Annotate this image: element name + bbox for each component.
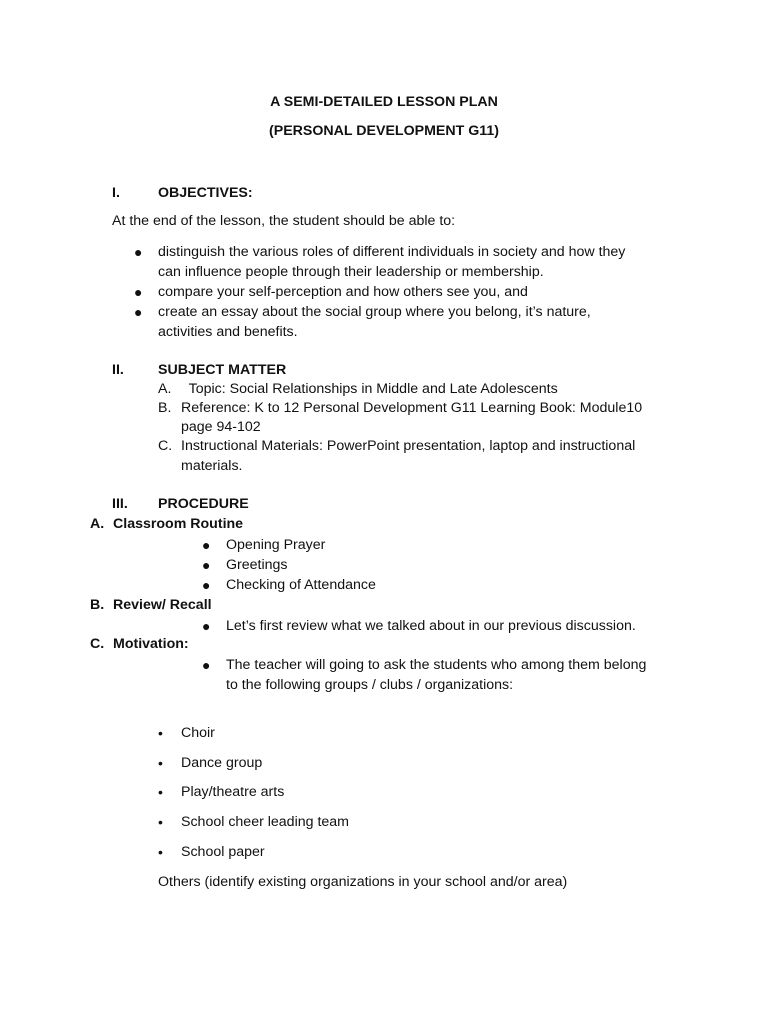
procedure-b-label: B.	[90, 597, 105, 613]
bullet-icon: ●	[202, 618, 211, 634]
document-subtitle: (PERSONAL DEVELOPMENT G11)	[269, 123, 499, 139]
procedure-heading: PROCEDURE	[158, 496, 249, 512]
group-item-text: Dance group	[181, 755, 263, 771]
subject-item-text-line2: materials.	[181, 458, 243, 474]
procedure-c-heading: Motivation:	[113, 636, 189, 652]
group-item-text: Choir	[181, 725, 215, 741]
subject-item-text: Topic: Social Relationships in Middle and Late Adolescents	[181, 381, 558, 397]
group-item-text: School paper	[181, 844, 265, 860]
bullet-icon: ●	[134, 244, 143, 260]
bullet-icon: ●	[202, 537, 211, 553]
subject-matter-heading: SUBJECT MATTER	[158, 362, 287, 378]
document-title: A SEMI-DETAILED LESSON PLAN	[270, 94, 498, 110]
subject-item-text: Instructional Materials: PowerPoint presentation, laptop and instructional	[181, 438, 636, 454]
subject-item-letter: B.	[158, 400, 172, 416]
group-item-text: Play/theatre arts	[181, 784, 285, 800]
objectives-heading: OBJECTIVES:	[158, 185, 253, 201]
procedure-a-heading: Classroom Routine	[113, 516, 244, 532]
objective-text-line1: distinguish the various roles of different individuals in society and how they	[158, 244, 626, 260]
bullet-icon: ●	[202, 577, 211, 593]
bullet-icon: •	[158, 844, 163, 860]
motivation-item-text-line1: The teacher will going to ask the students who among them belong	[226, 657, 647, 673]
procedure-numeral: III.	[112, 496, 128, 512]
objective-text-line2: can influence people through their leadership or membership.	[158, 264, 544, 280]
bullet-icon: •	[158, 814, 163, 830]
objective-text-line2: activities and benefits.	[158, 324, 298, 340]
objectives-intro: At the end of the lesson, the student should be able to:	[112, 213, 456, 229]
review-item-text: Let’s first review what we talked about in our previous discussion.	[226, 618, 636, 634]
others-note: Others (identify existing organizations in your school and/or area)	[158, 874, 568, 890]
routine-item-text: Checking of Attendance	[226, 577, 376, 593]
bullet-icon: ●	[134, 284, 143, 300]
bullet-icon: •	[158, 755, 163, 771]
bullet-icon: ●	[202, 557, 211, 573]
motivation-item-text-line2: to the following groups / clubs / organizations:	[226, 677, 514, 693]
bullet-icon: •	[158, 725, 163, 741]
procedure-a-label: A.	[90, 516, 105, 532]
group-item-text: School cheer leading team	[181, 814, 349, 830]
objectives-numeral: I.	[112, 185, 120, 201]
objective-text-line1: compare your self-perception and how others see you, and	[158, 284, 528, 300]
subject-item-letter: A.	[158, 381, 172, 397]
subject-matter-numeral: II.	[112, 362, 124, 378]
procedure-b-heading: Review/ Recall	[113, 597, 212, 613]
routine-item-text: Greetings	[226, 557, 288, 573]
bullet-icon: ●	[134, 304, 143, 320]
subject-item-letter: C.	[158, 438, 173, 454]
bullet-icon: •	[158, 784, 163, 800]
objective-text-line1: create an essay about the social group where you belong, it’s nature,	[158, 304, 591, 320]
routine-item-text: Opening Prayer	[226, 537, 326, 553]
bullet-icon: ●	[202, 657, 211, 673]
subject-item-text: Reference: K to 12 Personal Development G11 Learning Book: Module10	[181, 400, 643, 416]
procedure-c-label: C.	[90, 636, 105, 652]
subject-item-text-line2: page 94-102	[181, 419, 261, 435]
